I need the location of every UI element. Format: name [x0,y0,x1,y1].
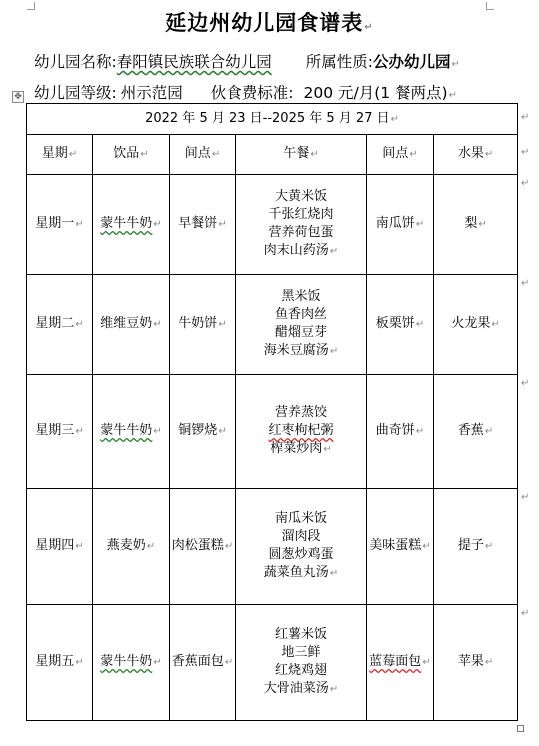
lunch-item: 营养荷包蛋 [268,225,334,240]
header-row [27,135,518,175]
header-snack1: 间点↵ [170,135,236,175]
fruit-cell: 香蕉↵ [434,375,518,489]
snack2-cell: 板栗饼↵ [367,275,434,375]
paragraph-mark-icon: ↵ [364,22,374,33]
date-range-cell [27,104,518,135]
drink-cell: 蒙牛牛奶↵ [93,605,170,721]
fee-value: 200 元/月(1 餐两点) [303,84,448,102]
lunch-item: 溜肉段 [281,529,321,544]
snack1-cell: 香蕉面包↵ [170,605,236,721]
table-row [27,605,518,721]
nature-label: 所属性质: [305,53,373,71]
paragraph-mark-icon: ↵ [390,113,399,125]
header-lunch: 午餐↵ [236,135,367,175]
table-row [27,275,518,375]
table-move-handle-icon[interactable]: ✥ [12,91,24,103]
date-range-text: 2022 年 5 月 23 日--2025 年 5 月 27 日 [145,110,390,126]
lunch-item: 营养蒸饺 [274,405,327,420]
margin-corner-icon [486,2,494,10]
name-label: 幼儿园名称: [34,53,117,71]
name-value: 春阳镇民族联合幼儿园 [116,53,272,71]
day-cell: 星期三↵ [27,375,93,489]
header-snack2: 间点↵ [367,135,434,175]
lunch-cell [236,375,367,489]
table-row [27,375,518,489]
fruit-cell: 火龙果↵ [434,275,518,375]
margin-corner-icon [27,2,35,10]
level-value: 州示范园 [120,84,183,102]
lunch-item: 大黄米饭 [274,189,327,204]
lunch-cell [236,605,367,721]
document-title [0,8,539,38]
row-end-mark-icon: ↵ [521,278,530,289]
lunch-item: 大骨油菜汤↵ [263,681,339,696]
lunch-item: 红烧鸡翅 [274,663,327,678]
lunch-item: 千张红烧肉 [268,207,334,222]
date-row [27,104,518,135]
lunch-item: 肉末山药汤↵ [263,243,339,258]
table-resize-handle-icon[interactable] [517,725,524,732]
row-end-mark-icon: ↵ [521,492,530,503]
snack1-cell: 早餐饼↵ [170,175,236,275]
lunch-item: 地三鲜 [281,645,321,660]
row-end-mark-icon: ↵ [521,378,530,389]
day-cell: 星期一↵ [27,175,93,275]
day-cell: 星期四↵ [27,489,93,605]
lunch-item: 南瓜米饭 [274,511,327,526]
lunch-item: 圆葱炒鸡蛋 [268,547,334,562]
menu-table [26,103,518,721]
lunch-item: 海米豆腐汤↵ [263,343,339,358]
header-day: 星期↵ [27,135,93,175]
row-end-mark-icon: ↵ [521,112,530,123]
drink-cell: 燕麦奶↵ [93,489,170,605]
fruit-cell: 苹果↵ [434,605,518,721]
lunch-item: 鱼香肉丝 [274,307,327,322]
snack2-cell: 南瓜饼↵ [367,175,434,275]
paragraph-mark-icon: ↵ [448,90,457,101]
drink-cell: 蒙牛牛奶↵ [93,375,170,489]
drink-cell: 蒙牛牛奶↵ [93,175,170,275]
table-row [27,489,518,605]
lunch-item: 榨菜炒肉↵ [270,441,332,456]
day-cell: 星期五↵ [27,605,93,721]
snack1-cell: 铜锣烧↵ [170,375,236,489]
lunch-item: 红薯米饭 [274,627,327,642]
lunch-item: 红枣枸杞粥 [268,423,334,438]
info-line-2 [34,81,457,103]
day-cell: 星期二↵ [27,275,93,375]
drink-cell: 维维豆奶↵ [93,275,170,375]
level-label: 幼儿园等级: [34,84,117,102]
header-drink: 饮品↵ [93,135,170,175]
info-line-1 [34,50,460,72]
paragraph-mark-icon: ↵ [451,59,460,70]
lunch-cell [236,275,367,375]
row-end-mark-icon: ↵ [521,608,530,619]
lunch-item: 蔬菜鱼丸汤↵ [263,565,339,580]
table-row [27,175,518,275]
fruit-cell: 提子↵ [434,489,518,605]
snack1-cell: 牛奶饼↵ [170,275,236,375]
title-text: 延边州幼儿园食谱表 [165,11,364,35]
snack2-cell: 美味蛋糕↵ [367,489,434,605]
fee-label: 伙食费标准: [210,84,294,102]
snack1-cell: 肉松蛋糕↵ [170,489,236,605]
row-end-mark-icon: ↵ [521,178,530,189]
lunch-cell [236,175,367,275]
snack2-cell: 曲奇饼↵ [367,375,434,489]
fruit-cell: 梨↵ [434,175,518,275]
row-end-mark-icon: ↵ [521,147,530,158]
lunch-item: 黑米饭 [281,289,321,304]
lunch-item: 醋熘豆芽 [274,325,327,340]
lunch-cell [236,489,367,605]
header-fruit: 水果↵ [434,135,518,175]
snack2-cell: 蓝莓面包↵ [367,605,434,721]
nature-value: 公办幼儿园 [372,53,451,71]
